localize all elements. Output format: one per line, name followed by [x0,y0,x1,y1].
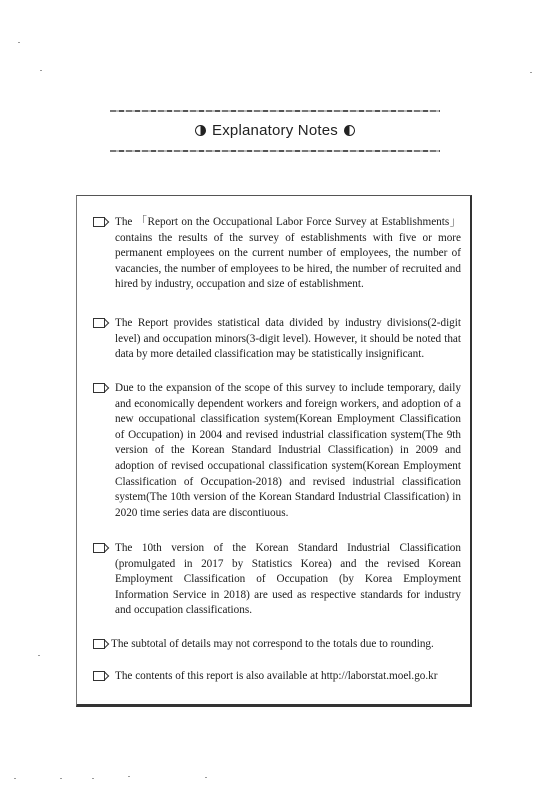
note-text: The 「Report on the Occupational Labor Force Survey at Establishments」 contains the results of the survey of establishments with five or more permanent employees on the current number of employees, the number of vacancies, the number of employees to be hired, the number of recruited and hired by industry, occupation and size of establishment. [115,216,461,291]
note-text: The contents of this report is also available at http://laborstat.moel.go.kr [115,670,438,682]
note-icon [93,639,105,649]
page-title [100,122,450,139]
header-bottom-rule [110,150,440,152]
scan-speck [128,776,130,777]
note-text: The 10th version of the Korean Standard Industrial Classification (promulgated in 2017 by Statistics Korea) and the revised Korean Employment Classification of Occupation (by Korea Employment Information Service in 2018) are used as respective standards for industry and occupation classifications. [115,542,461,617]
note-item [93,541,461,619]
scan-speck [205,777,207,778]
page-title-text: Explanatory Notes [212,122,338,139]
scan-speck [18,42,20,43]
scan-speck [92,778,94,779]
note-icon [93,671,105,681]
half-circle-icon [344,125,355,136]
note-text: The subtotal of details may not correspond to the totals due to rounding. [111,638,434,650]
note-icon [93,383,105,393]
scan-speck [530,72,532,73]
note-icon [93,318,105,328]
scan-speck [60,778,62,779]
header-top-rule [110,110,440,112]
scan-speck [38,655,40,656]
note-item [93,637,461,653]
note-item [93,316,461,363]
half-circle-icon [195,125,206,136]
note-text: Due to the expansion of the scope of this survey to include temporary, daily and economically dependent workers and foreign workers, and adoption of a new occupational classification system(Korean Employment Classification of Occupation) in 2004 and revised industrial classification system(The 9th version of the Korean Standard Industrial Classification) in 2009 and adoption of revised occupational classification system(Korean Employment Classification of Occupation-2018) and revised industrial classification system(The 10th version of the Korean Standard Industrial Classification) in 2020 time series data are discontiuous. [115,382,461,519]
note-text: The Report provides statistical data divided by industry divisions(2-digit level) and occupation minors(3-digit level). However, it should be noted that data by more detailed classification may be statistically insignificant. [115,317,461,361]
explanatory-notes-box [76,195,472,707]
note-item [93,669,461,685]
note-item [93,381,461,521]
scan-speck [14,778,16,779]
scan-speck [40,70,42,71]
note-icon [93,543,105,553]
note-item [93,215,461,293]
page-header [100,104,450,160]
note-icon [93,217,105,227]
